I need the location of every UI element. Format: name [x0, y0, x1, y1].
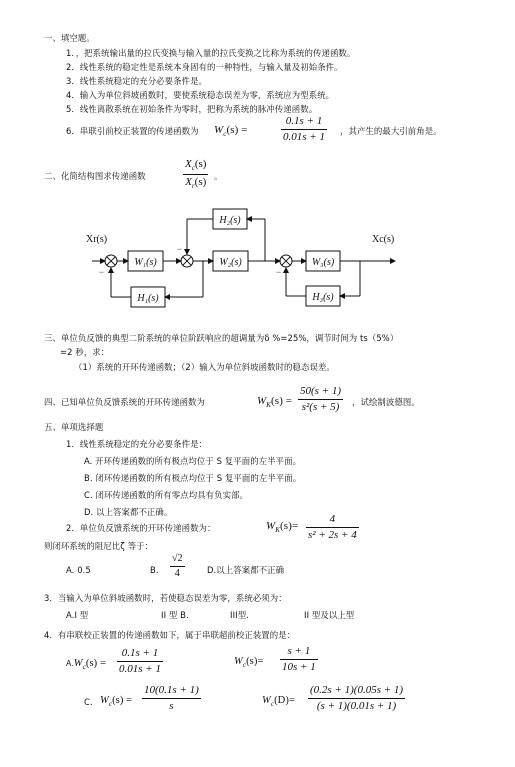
mc-q4-option-c-lhs: $W_c(s)$ = — [100, 695, 133, 709]
mc-q1-option-b: B. 闭环传递函数的所有极点均位于 S 复平面的左半平面。 — [84, 473, 302, 483]
mc-q1-option-d: D. 以上答案都不正确。 — [84, 507, 173, 517]
fraction-numerator: (0.2s + 1)(0.05s + 1) — [308, 685, 405, 699]
mc-q3-option-b: II 型 B. — [161, 610, 189, 620]
mc-q4-option-b-lhs: $W_c(s)=$ — [234, 656, 264, 670]
mc-q2-option-b-label: B. — [150, 565, 159, 575]
mc-q2-option-d: D.以上答案都不正确 — [207, 565, 285, 575]
section-4-text: 四、已知单位负反馈系统的开环传递函数为 — [44, 397, 206, 407]
fraction-denominator: 0.01s + 1 — [119, 663, 161, 675]
fraction-denominator: $X_r(s)$ — [185, 176, 207, 191]
diagram-output-label: Xc(s) — [372, 234, 395, 245]
block-w3: W₃(s) — [311, 257, 335, 268]
mc-q3: 3．当输入为单位斜坡函数时，若使稳态误差为零，系统必须为： — [44, 593, 287, 603]
fraction-denominator: s² + 2s + 4 — [308, 529, 357, 541]
mc-q4-option-c-fraction — [142, 685, 201, 712]
mc-q4-option-a-fraction — [117, 648, 163, 675]
block-h3: H₃(s) — [312, 292, 334, 303]
mc-q2-tail: 则闭环系统的阻尼比ζ 等于： — [44, 541, 154, 551]
block-w2: W₂(s) — [219, 257, 242, 268]
section-5-title: 五、单项选择题 — [44, 422, 104, 432]
section-3-line3: （1）系统的开环传递函数；（2）输入为单位斜坡函数时的稳态误差。 — [74, 362, 335, 372]
mc-q2-lhs: $W_K(s)=$ — [266, 520, 299, 535]
mc-q3-option-c: III型. — [230, 610, 249, 620]
sign-minus-2: − — [177, 244, 183, 254]
sign-minus-1: − — [99, 267, 105, 277]
section-2-title: 二、化简结构图求传递函数 — [44, 171, 146, 181]
block-h2: H₂(s) — [219, 215, 241, 226]
mc-q3-option-d: II 型及以上型 — [304, 610, 355, 620]
fill-q6-lhs: $W_c(s)$ = — [214, 124, 248, 139]
fraction-numerator: √2 — [170, 554, 185, 567]
fraction-numerator: 4 — [306, 514, 359, 528]
mc-q1-option-a: A. 开环传递函数的所有极点均位于 S 复平面的左半平面。 — [84, 456, 302, 466]
section-2-tail: 。 — [214, 171, 223, 181]
block-h1: H₁(s) — [137, 293, 159, 304]
block-w1: W₁(s) — [134, 257, 157, 268]
mc-q2-option-b-fraction — [170, 554, 185, 579]
fill-q2: 2．线性系统的稳定性是系统本身固有的一种特性，与输入量及初始条件。 — [66, 62, 343, 72]
mc-q2: 2．单位负反馈系统的开环传递函数为： — [66, 523, 216, 533]
mc-q1: 1．线性系统稳定的充分必要条件是： — [66, 439, 208, 449]
fraction-numerator: s + 1 — [280, 646, 318, 660]
fraction-numerator: 50(s + 1) — [298, 386, 343, 400]
mc-q4-option-d-fraction — [308, 685, 405, 712]
fraction-denominator: 0.01s + 1 — [283, 131, 325, 143]
fraction-denominator: 10s + 1 — [282, 661, 316, 673]
fill-q4: 4．输入为单位斜坡函数时，要使系统稳态误差为零，系统应为型系统。 — [66, 90, 335, 100]
mc-q1-option-c: C. 闭环传递函数的所有零点均具有负实部。 — [84, 490, 249, 500]
section-3-line2: =2 秒，求： — [60, 347, 110, 357]
fill-q6-tail: ，其产生的最大引前角是。 — [340, 126, 442, 136]
fraction-denominator: 4 — [174, 568, 180, 579]
fill-q3: 3．线性系统稳定的充分必要条件是。 — [66, 76, 208, 86]
fraction-denominator: s — [169, 700, 174, 712]
fraction-denominator: (s + 1)(0.01s + 1) — [316, 700, 397, 712]
fill-q1: 1．，把系统输出量的拉氏变换与输入量的拉氏变换之比称为系统的传递函数。 — [66, 48, 356, 58]
mc-q4: 4．有串联校正装置的传递函数如下，属于串联超前校正装置的是： — [44, 630, 296, 640]
sign-minus-3: − — [276, 267, 282, 277]
section-3-line1: 三、单位负反馈的典型二阶系统的单位阶跃响应的超调量为δ %=25%，调节时间为 ts（5%） — [44, 333, 399, 343]
section-4-fraction — [298, 386, 343, 413]
mc-q4-option-a-lhs: $A.W_c(s)$ = — [66, 658, 106, 672]
section-4-lhs: $W_K(s)$ = — [257, 395, 293, 410]
fraction-denominator: s²(s + 5) — [301, 401, 340, 413]
section-1-title: 一、填空题。 — [44, 33, 95, 43]
mc-q2-fraction — [306, 514, 359, 541]
fraction-numerator: 0.1s + 1 — [281, 116, 327, 130]
mc-q3-option-a: A.I 型 — [66, 610, 89, 620]
fraction-numerator: 10(0.1s + 1) — [142, 685, 201, 699]
mc-q4-option-b-fraction — [280, 646, 318, 673]
fraction-numerator: 0.1s + 1 — [117, 648, 163, 662]
mc-q2-option-a: A. 0.5 — [66, 565, 91, 575]
fraction-numerator: $X_c(s)$ — [183, 159, 208, 175]
mc-q4-option-c-label: C. — [84, 697, 93, 707]
mc-q4-option-d-lhs: $W_c(D)=$ — [262, 695, 295, 709]
section-4-tail: ，试绘制波德图。 — [352, 397, 420, 407]
fill-q6-text: 6．串联引前校正装置的传递函数为 — [66, 126, 199, 136]
diagram-input-label: Xr(s) — [86, 234, 108, 245]
fill-q5: 5．线性离散系统在初始条件为零时，把称为系统的脉冲传递函数。 — [66, 104, 318, 114]
